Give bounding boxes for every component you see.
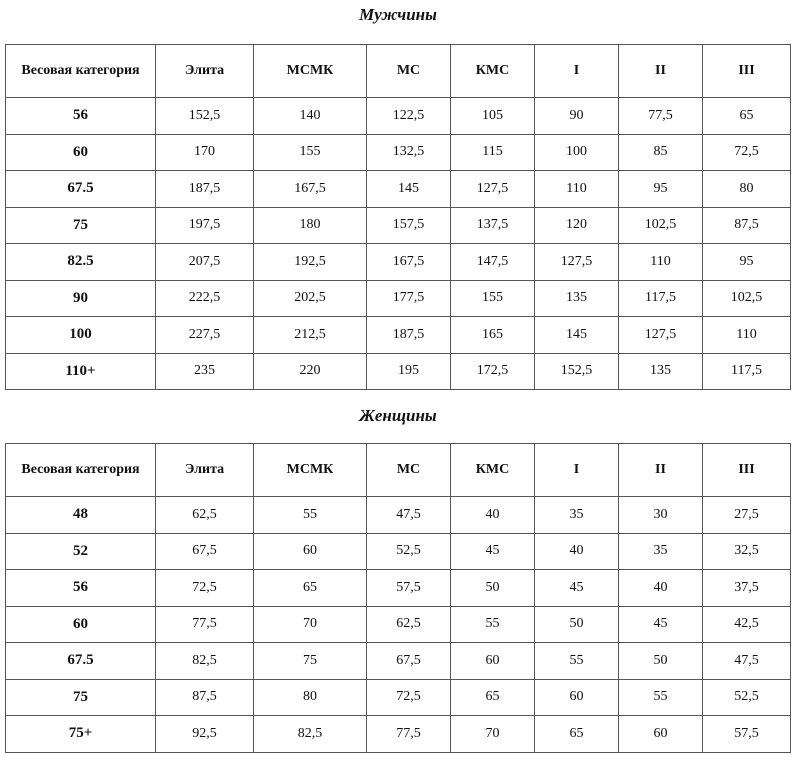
standard-value-cell: 227,5	[156, 317, 254, 354]
standard-value-cell: 52,5	[703, 679, 791, 716]
women-section-title: Женщины	[359, 406, 437, 425]
standard-value-cell: 132,5	[367, 134, 451, 171]
column-header-rank: II	[619, 45, 703, 98]
standard-value-cell: 72,5	[703, 134, 791, 171]
standard-value-cell: 197,5	[156, 207, 254, 244]
standard-value-cell: 127,5	[535, 244, 619, 281]
standard-value-cell: 117,5	[619, 280, 703, 317]
standard-value-cell: 50	[619, 643, 703, 680]
standard-value-cell: 152,5	[156, 98, 254, 135]
standard-value-cell: 42,5	[703, 606, 791, 643]
standard-value-cell: 90	[535, 98, 619, 135]
weight-category-cell: 75	[6, 679, 156, 716]
standard-value-cell: 32,5	[703, 533, 791, 570]
table-row	[6, 679, 791, 716]
standard-value-cell: 40	[451, 497, 535, 534]
standard-value-cell: 37,5	[703, 570, 791, 607]
standard-value-cell: 72,5	[367, 679, 451, 716]
standard-value-cell: 92,5	[156, 716, 254, 753]
standard-value-cell: 102,5	[703, 280, 791, 317]
standard-value-cell: 102,5	[619, 207, 703, 244]
standard-value-cell: 45	[619, 606, 703, 643]
weight-category-cell: 75	[6, 207, 156, 244]
column-header-weight-category: Весовая категория	[6, 45, 156, 98]
table-row	[6, 171, 791, 208]
standard-value-cell: 152,5	[535, 353, 619, 390]
standard-value-cell: 140	[254, 98, 367, 135]
standard-value-cell: 167,5	[254, 171, 367, 208]
column-header-rank: МС	[367, 45, 451, 98]
weight-category-cell: 48	[6, 497, 156, 534]
standard-value-cell: 95	[703, 244, 791, 281]
weight-category-cell: 67.5	[6, 171, 156, 208]
standard-value-cell: 235	[156, 353, 254, 390]
standard-value-cell: 195	[367, 353, 451, 390]
standard-value-cell: 135	[619, 353, 703, 390]
column-header-rank: III	[703, 444, 791, 497]
table-row	[6, 643, 791, 680]
table-row	[6, 317, 791, 354]
standard-value-cell: 95	[619, 171, 703, 208]
table-row	[6, 533, 791, 570]
standard-value-cell: 35	[535, 497, 619, 534]
column-header-rank: МСМК	[254, 45, 367, 98]
weight-category-cell: 100	[6, 317, 156, 354]
column-header-rank: МСМК	[254, 444, 367, 497]
column-header-rank: I	[535, 45, 619, 98]
standard-value-cell: 60	[254, 533, 367, 570]
standard-value-cell: 212,5	[254, 317, 367, 354]
table-row	[6, 497, 791, 534]
standard-value-cell: 137,5	[451, 207, 535, 244]
standard-value-cell: 55	[535, 643, 619, 680]
table-row	[6, 570, 791, 607]
standard-value-cell: 52,5	[367, 533, 451, 570]
standard-value-cell: 77,5	[619, 98, 703, 135]
standard-value-cell: 40	[619, 570, 703, 607]
standard-value-cell: 127,5	[619, 317, 703, 354]
standard-value-cell: 65	[703, 98, 791, 135]
table-row	[6, 134, 791, 171]
standard-value-cell: 115	[451, 134, 535, 171]
standard-value-cell: 192,5	[254, 244, 367, 281]
men-section-title: Мужчины	[359, 5, 437, 24]
column-header-rank: III	[703, 45, 791, 98]
standard-value-cell: 110	[619, 244, 703, 281]
table-row	[6, 606, 791, 643]
standard-value-cell: 65	[535, 716, 619, 753]
column-header-weight-category: Весовая категория	[6, 444, 156, 497]
standard-value-cell: 165	[451, 317, 535, 354]
standard-value-cell: 187,5	[367, 317, 451, 354]
standard-value-cell: 60	[451, 643, 535, 680]
standard-value-cell: 40	[535, 533, 619, 570]
standard-value-cell: 220	[254, 353, 367, 390]
weight-category-cell: 110+	[6, 353, 156, 390]
weight-category-cell: 60	[6, 134, 156, 171]
standard-value-cell: 45	[451, 533, 535, 570]
women-standards-table	[5, 443, 791, 753]
standard-value-cell: 55	[254, 497, 367, 534]
standard-value-cell: 47,5	[703, 643, 791, 680]
standard-value-cell: 65	[254, 570, 367, 607]
standard-value-cell: 157,5	[367, 207, 451, 244]
standard-value-cell: 62,5	[156, 497, 254, 534]
column-header-rank: КМС	[451, 45, 535, 98]
standard-value-cell: 67,5	[156, 533, 254, 570]
standard-value-cell: 57,5	[367, 570, 451, 607]
standard-value-cell: 45	[535, 570, 619, 607]
standard-value-cell: 55	[619, 679, 703, 716]
standard-value-cell: 127,5	[451, 171, 535, 208]
standard-value-cell: 80	[703, 171, 791, 208]
standard-value-cell: 177,5	[367, 280, 451, 317]
standard-value-cell: 105	[451, 98, 535, 135]
standard-value-cell: 35	[619, 533, 703, 570]
standard-value-cell: 155	[254, 134, 367, 171]
standard-value-cell: 82,5	[254, 716, 367, 753]
standard-value-cell: 145	[367, 171, 451, 208]
standard-value-cell: 187,5	[156, 171, 254, 208]
standard-value-cell: 50	[451, 570, 535, 607]
standard-value-cell: 70	[254, 606, 367, 643]
table-header-row	[6, 45, 791, 98]
standard-value-cell: 50	[535, 606, 619, 643]
table-row	[6, 353, 791, 390]
standard-value-cell: 202,5	[254, 280, 367, 317]
standard-value-cell: 117,5	[703, 353, 791, 390]
column-header-rank: Элита	[156, 45, 254, 98]
standard-value-cell: 67,5	[367, 643, 451, 680]
weight-category-cell: 67.5	[6, 643, 156, 680]
standard-value-cell: 70	[451, 716, 535, 753]
column-header-rank: II	[619, 444, 703, 497]
standard-value-cell: 110	[703, 317, 791, 354]
standard-value-cell: 65	[451, 679, 535, 716]
standard-value-cell: 77,5	[156, 606, 254, 643]
standard-value-cell: 180	[254, 207, 367, 244]
standard-value-cell: 87,5	[156, 679, 254, 716]
standard-value-cell: 172,5	[451, 353, 535, 390]
table-row	[6, 207, 791, 244]
weight-category-cell: 60	[6, 606, 156, 643]
standard-value-cell: 77,5	[367, 716, 451, 753]
table-row	[6, 280, 791, 317]
standard-value-cell: 222,5	[156, 280, 254, 317]
standard-value-cell: 30	[619, 497, 703, 534]
weight-category-cell: 56	[6, 570, 156, 607]
standard-value-cell: 110	[535, 171, 619, 208]
standard-value-cell: 55	[451, 606, 535, 643]
standard-value-cell: 87,5	[703, 207, 791, 244]
standard-value-cell: 85	[619, 134, 703, 171]
table-row	[6, 716, 791, 753]
standard-value-cell: 60	[535, 679, 619, 716]
table-row	[6, 244, 791, 281]
standard-value-cell: 27,5	[703, 497, 791, 534]
standard-value-cell: 60	[619, 716, 703, 753]
standard-value-cell: 80	[254, 679, 367, 716]
standard-value-cell: 57,5	[703, 716, 791, 753]
standard-value-cell: 147,5	[451, 244, 535, 281]
column-header-rank: Элита	[156, 444, 254, 497]
standard-value-cell: 47,5	[367, 497, 451, 534]
weight-category-cell: 52	[6, 533, 156, 570]
weight-category-cell: 75+	[6, 716, 156, 753]
standard-value-cell: 100	[535, 134, 619, 171]
standard-value-cell: 75	[254, 643, 367, 680]
column-header-rank: I	[535, 444, 619, 497]
column-header-rank: КМС	[451, 444, 535, 497]
standard-value-cell: 120	[535, 207, 619, 244]
standard-value-cell: 167,5	[367, 244, 451, 281]
standard-value-cell: 62,5	[367, 606, 451, 643]
standard-value-cell: 207,5	[156, 244, 254, 281]
weight-category-cell: 82.5	[6, 244, 156, 281]
table-row	[6, 98, 791, 135]
weight-category-cell: 90	[6, 280, 156, 317]
standard-value-cell: 122,5	[367, 98, 451, 135]
standard-value-cell: 135	[535, 280, 619, 317]
table-header-row	[6, 444, 791, 497]
standard-value-cell: 72,5	[156, 570, 254, 607]
standard-value-cell: 170	[156, 134, 254, 171]
standard-value-cell: 145	[535, 317, 619, 354]
column-header-rank: МС	[367, 444, 451, 497]
standard-value-cell: 82,5	[156, 643, 254, 680]
men-standards-table	[5, 44, 791, 390]
weight-category-cell: 56	[6, 98, 156, 135]
standard-value-cell: 155	[451, 280, 535, 317]
